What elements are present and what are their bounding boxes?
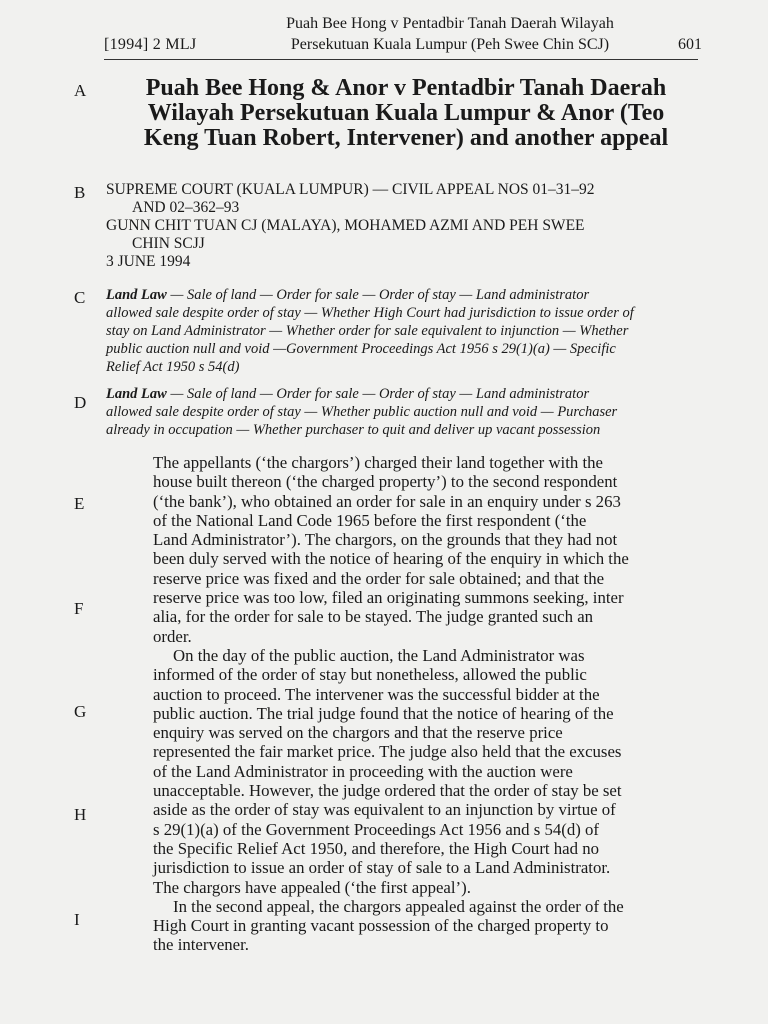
margin-letter-b: B bbox=[74, 183, 86, 202]
margin-letter-e: E bbox=[74, 494, 85, 513]
running-title-line: Persekutuan Kuala Lumpur (Peh Swee Chin SCJ) bbox=[290, 36, 610, 53]
body-line: Land Administrator’). The chargors, on the grounds that they had not bbox=[153, 530, 618, 550]
catchword-subject: Land Law bbox=[106, 287, 167, 303]
catchword-line: public auction null and void —Government Proceedings Act 1956 s 29(1)(a) — Specific bbox=[106, 341, 616, 357]
body-line: of the Land Administrator in proceeding with the auction were bbox=[153, 761, 573, 781]
margin-letter-g: G bbox=[74, 702, 87, 721]
body-line: order. bbox=[153, 626, 192, 646]
catchword-line: allowed sale despite order of stay — Whether public auction null and void — Purchaser bbox=[106, 404, 618, 420]
catchword-line: allowed sale despite order of stay — Whether High Court had jurisdiction to issue order of bbox=[106, 305, 634, 321]
catchwords-block bbox=[106, 385, 710, 439]
body-line: the Specific Relief Act 1950, and therefore, the High Court had no bbox=[153, 838, 599, 858]
body-line: unacceptable. However, the judge ordered that the order of stay be set bbox=[153, 781, 622, 801]
catchword-line: already in occupation — Whether purchaser to quit and deliver up vacant possession bbox=[106, 422, 601, 438]
body-line: auction to proceed. The intervener was the successful bidder at the bbox=[153, 684, 600, 704]
body-line: informed of the order of stay but nonetheless, allowed the public bbox=[153, 665, 587, 685]
catchword-line: Relief Act 1950 s 54(d) bbox=[106, 359, 240, 375]
body-line: enquiry was served on the chargors and that the reserve price bbox=[153, 723, 563, 743]
body-line: High Court in granting vacant possession of the charged property to bbox=[153, 916, 609, 936]
body-line: In the second appeal, the chargors appealed against the order of the bbox=[173, 896, 624, 916]
body-line: reserve price was too low, filed an originating summons seeking, inter bbox=[153, 588, 624, 608]
body-line: of the National Land Code 1965 before the first respondent (‘the bbox=[153, 510, 587, 530]
body-line: aside as the order of stay was equivalent to an injunction by virtue of bbox=[153, 800, 616, 820]
catchword-line: — Sale of land — Order for sale — Order of stay — Land administrator bbox=[166, 386, 590, 402]
page-number: 601 bbox=[678, 36, 702, 53]
body-line: reserve price was fixed and the order for sale obtained; and that the bbox=[153, 568, 605, 588]
catchword-line: stay on Land Administrator — Whether order for sale equivalent to injunction — Whether bbox=[106, 323, 629, 339]
margin-letter-a: A bbox=[74, 81, 87, 100]
running-title-line: Puah Bee Hong v Pentadbir Tanah Daerah Wilayah bbox=[286, 15, 614, 32]
report-citation: [1994] 2 MLJ bbox=[104, 36, 197, 53]
body-line: jurisdiction to issue an order of stay of sale to a Land Administrator. bbox=[153, 858, 611, 878]
margin-letter-h: H bbox=[74, 805, 87, 824]
decision-date: 3 JUNE 1994 bbox=[106, 253, 191, 270]
header-rule bbox=[104, 59, 698, 60]
body-line: s 29(1)(a) of the Government Proceedings Act 1956 and s 54(d) of bbox=[153, 819, 599, 839]
body-line: house built thereon (‘the charged property’) to the second respondent bbox=[153, 472, 618, 492]
body-line: The chargors have appealed (‘the first appeal’). bbox=[153, 877, 471, 897]
body-line: public auction. The trial judge found that the notice of hearing of the bbox=[153, 703, 614, 723]
margin-letter-c: C bbox=[74, 288, 86, 307]
catchword-subject: Land Law bbox=[106, 386, 167, 402]
case-title-line: Wilayah Persekutuan Kuala Lumpur & Anor (Teo bbox=[147, 100, 665, 126]
body-line: alia, for the order for sale to be stayed. The judge granted such an bbox=[153, 607, 594, 627]
court-line: AND 02–362–93 bbox=[132, 199, 240, 216]
catchword-line: — Sale of land — Order for sale — Order of stay — Land administrator bbox=[166, 287, 590, 303]
body-line: represented the fair market price. The judge also held that the excuses bbox=[153, 742, 622, 762]
running-title bbox=[250, 13, 650, 55]
body-line: The appellants (‘the chargors’) charged their land together with the bbox=[153, 453, 603, 472]
court-line: SUPREME COURT (KUALA LUMPUR) — CIVIL APPEAL NOS 01–31–92 bbox=[106, 181, 595, 198]
catchwords-block bbox=[106, 286, 710, 376]
case-title-line: Puah Bee Hong & Anor v Pentadbir Tanah Daerah bbox=[145, 75, 667, 101]
case-title bbox=[110, 76, 702, 151]
court-info bbox=[106, 181, 706, 271]
margin-letter-d: D bbox=[74, 393, 87, 412]
body-line: been duly served with the notice of hearing of the enquiry in which the bbox=[153, 549, 629, 569]
body-line: the intervener. bbox=[153, 935, 249, 955]
margin-letter-i: I bbox=[74, 910, 80, 929]
margin-letter-f: F bbox=[74, 599, 84, 618]
judges-line: GUNN CHIT TUAN CJ (MALAYA), MOHAMED AZMI AND PEH SWEE bbox=[106, 217, 585, 234]
headnote-body bbox=[153, 453, 709, 955]
judges-line: CHIN SCJJ bbox=[132, 235, 205, 252]
case-title-line: Keng Tuan Robert, Intervener) and another appeal bbox=[143, 125, 669, 151]
body-line: On the day of the public auction, the Land Administrator was bbox=[173, 645, 585, 665]
body-line: (‘the bank’), who obtained an order for sale in an enquiry under s 263 bbox=[153, 491, 621, 511]
